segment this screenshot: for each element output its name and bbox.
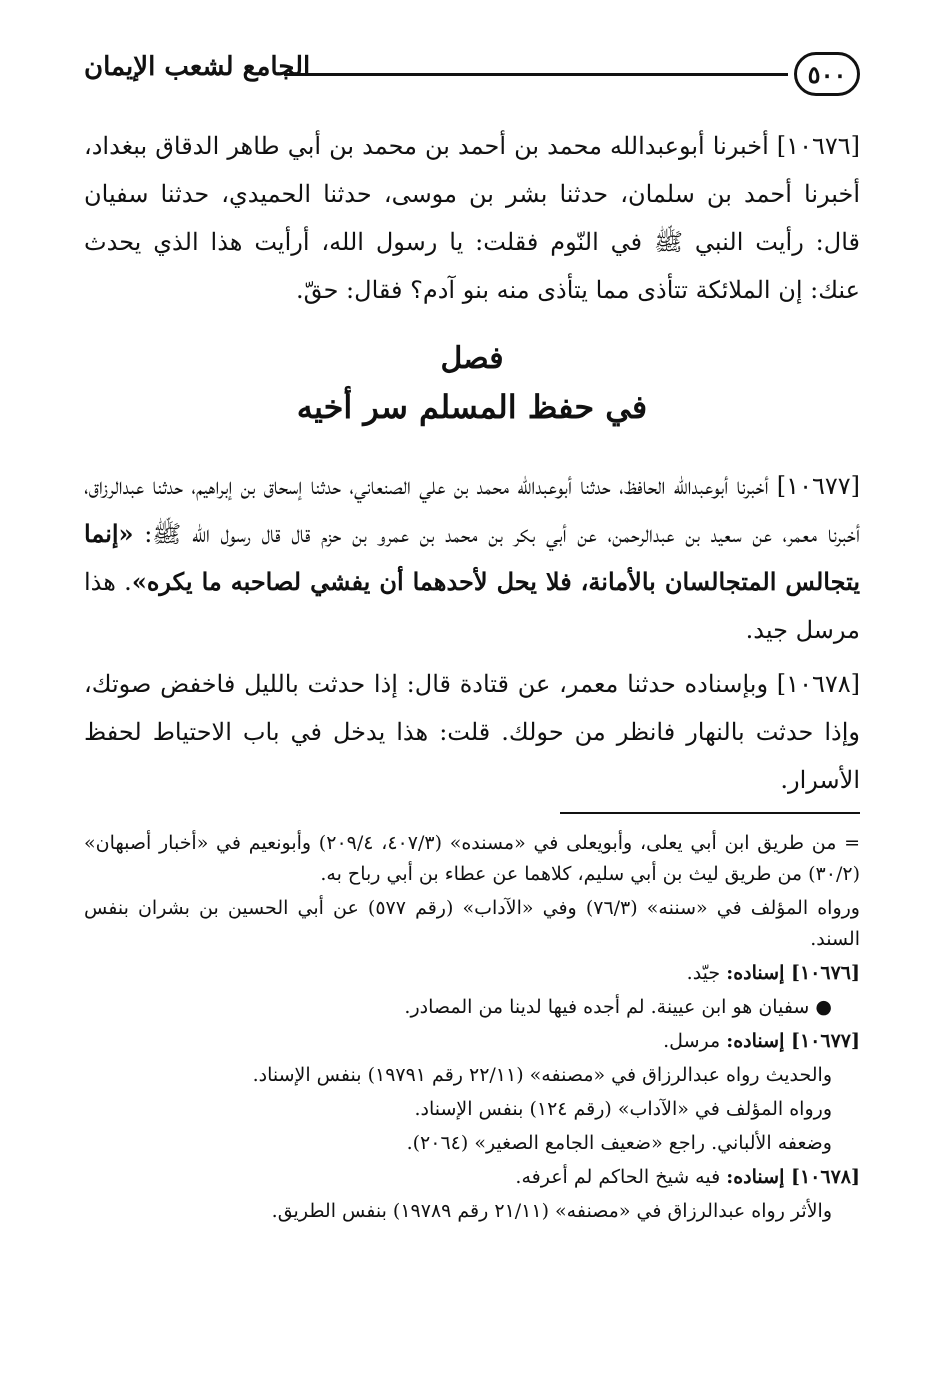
- footnote-grade: فيه شيخ الحاكم لم أعرفه.: [515, 1166, 727, 1188]
- section-title: فصل: [440, 341, 504, 376]
- bullet-icon: ●: [815, 996, 832, 1018]
- footnote-line: [84, 1026, 860, 1057]
- page-header: [84, 48, 860, 102]
- hadith-10678: [١٠٦٧٨] وبإسناده حدثنا معمر، عن قتادة قال: إذا حدثت بالليل فاخفض صوتك، وإذا حدثت بالنهار فانظر من حولك. قلت: هذا يدخل في باب الاحتياط لحفظ الأسرار.: [84, 670, 860, 794]
- footnotes: [84, 828, 860, 1230]
- hadith-10676: [١٠٦٧٦] أخبرنا أبوعبدالله محمد بن أحمد بن محمد بن أبي طاهر الدقاق ببغداد، أخبرنا أحمد بن سلمان، حدثنا بشر بن موسى، حدثنا الحميدي، حدثنا سفيان قال: رأيت النبي ﷺ في النّوم فقلت: يا رسول الله، أرأيت هذا الذي يحدث عنك: إن الملائكة تتأذى مما يتأذى منه بنو آدم؟ فقال: حقّ.: [84, 132, 860, 304]
- footnote-line: ورواه المؤلف في «سننه» (٧٦/٣) وفي «الآداب» (رقم ٥٧٧) عن أبي الحسين بن بشران بنفس السند.: [84, 897, 860, 950]
- hadith-10677: [84, 462, 860, 654]
- footnote-line: وضعفه الألباني. راجع «ضعيف الجامع الصغير» (٢٠٦٤).: [406, 1132, 832, 1154]
- footnote-ref: [١٠٦٧٧] إسناده:: [726, 1030, 860, 1052]
- hadith-10677-matn: «إنما يتجالس المتجالسان بالأمانة، فلا يحل لأحدهما أن يفشي لصاحبه ما يكره»: [84, 519, 861, 596]
- footnote-ref: [١٠٦٧٦] إسناده:: [726, 962, 860, 984]
- main-text-top: [84, 122, 860, 320]
- footnote-line: [84, 1162, 860, 1193]
- section-subtitle: في حفظ المسلم سر أخيه: [296, 388, 648, 426]
- hadith-10677-grade: . هذا مرسل جيد.: [84, 568, 860, 644]
- section-heading: [84, 336, 860, 432]
- footnote-grade: جيّد.: [686, 962, 727, 984]
- page-number: ٥٠٠: [794, 52, 860, 96]
- footnote-continuation: = من طريق ابن أبي يعلى، وأبويعلى في «مسنده» (٤٠٧/٣، ٢٠٩/٤) وأبونعيم في «أخبار أصبهان» (٣٠/٢) من طريق ليث بن أبي سليم، كلاهما عن عطاء بن أبي رباح به.: [84, 832, 861, 885]
- running-title: الجامع لشعب الإيمان: [84, 52, 311, 82]
- footnote-line: [84, 992, 860, 1023]
- header-rule: [284, 73, 788, 76]
- footnote-line: والأثر رواه عبدالرزاق في «مصنفه» (٢١/١١ رقم ١٩٧٨٩) بنفس الطريق.: [271, 1200, 832, 1222]
- footnote-ref: [١٠٦٧٨] إسناده:: [726, 1166, 860, 1188]
- footnote-line: [84, 958, 860, 989]
- footnote-text: سفيان هو ابن عيينة. لم أجده فيها لدينا من المصادر.: [404, 996, 810, 1018]
- footnote-grade: مرسل.: [663, 1030, 727, 1052]
- footnote-line: والحديث رواه عبدالرزاق في «مصنفه» (٢٢/١١ رقم ١٩٧٩١) بنفس الإسناد.: [252, 1064, 832, 1086]
- main-text-bottom: [84, 462, 860, 810]
- footnote-separator: [560, 812, 860, 814]
- footnote-line: ورواه المؤلف في «الآداب» (رقم ١٢٤) بنفس الإسناد.: [414, 1098, 832, 1120]
- hadith-10677-isnad: [١٠٦٧٧] أخبرنا أبوعبدالله الحافظ، حدثنا أبوعبدالله محمد بن علي الصنعاني، حدثنا إسحاق بن إبراهيم، حدثنا عبدالرزاق، أخبرنا معمر، عن سعيد بن عبدالرحمن، عن أبي بكر بن محمد بن عمرو بن حزم قال قال رسول الله ﷺ:: [84, 472, 861, 548]
